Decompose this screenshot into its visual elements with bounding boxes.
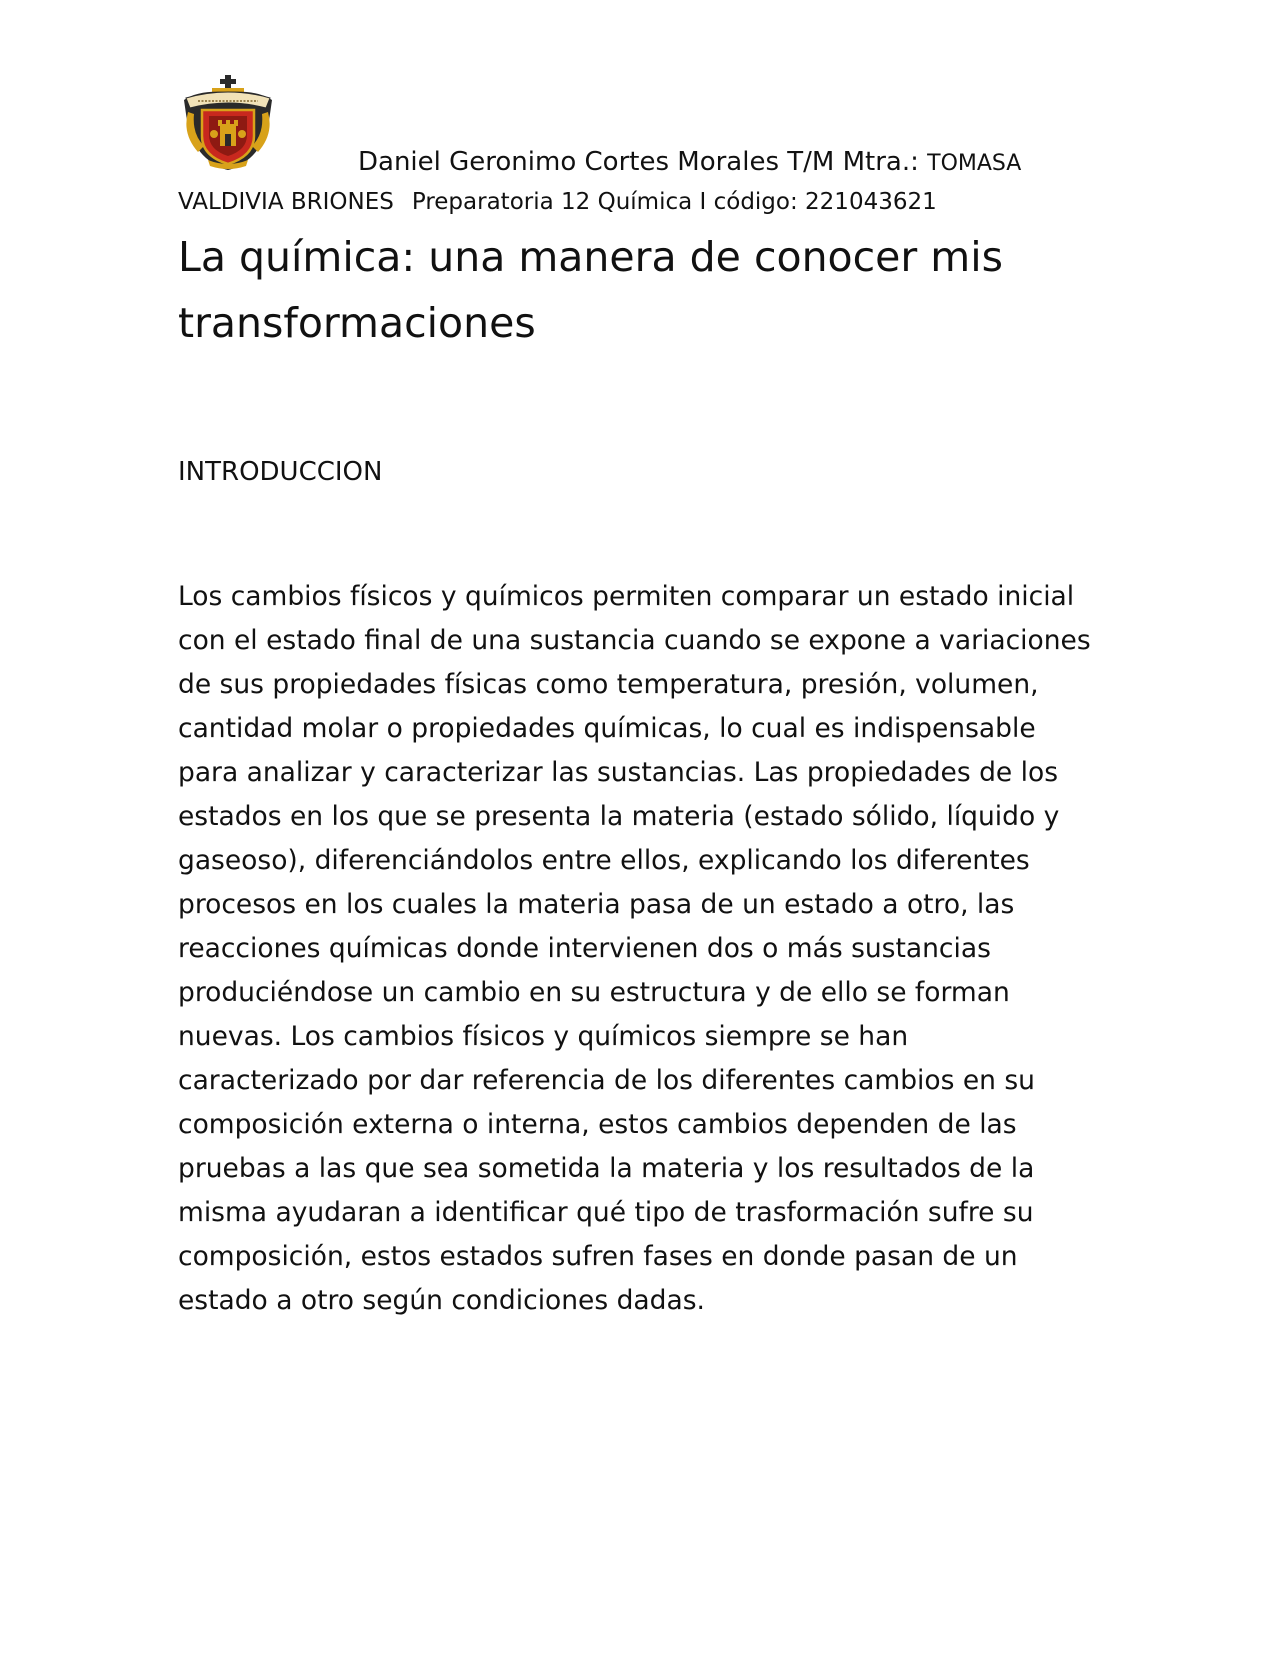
document-title xyxy=(178,224,1078,356)
paragraph-line: estados en los que se presenta la materia (estado sólido, líquido y xyxy=(178,801,1060,832)
title-line-1: La química: una manera de conocer mis xyxy=(178,233,1003,281)
university-crest-icon xyxy=(178,74,278,172)
section-heading: INTRODUCCION xyxy=(178,457,383,487)
teacher-first-name: TOMASA xyxy=(927,151,1022,176)
paragraph-line: procesos en los cuales la materia pasa de un estado a otro, las xyxy=(178,889,1015,920)
header-author-line xyxy=(358,146,1021,180)
paragraph-line: estado a otro según condiciones dadas. xyxy=(178,1285,705,1316)
teacher-last-names: VALDIVIA BRIONES xyxy=(178,189,394,215)
paragraph-line: de sus propiedades físicas como temperatura, presión, volumen, xyxy=(178,669,1039,700)
paragraph-line: cantidad molar o propiedades químicas, lo cual es indispensable xyxy=(178,713,1036,744)
paragraph-line: gaseoso), diferenciándolos entre ellos, explicando los diferentes xyxy=(178,845,1030,876)
paragraph-line: produciéndose un cambio en su estructura y de ello se forman xyxy=(178,977,1010,1008)
title-line-2: transformaciones xyxy=(178,299,536,347)
paragraph-line: nuevas. Los cambios físicos y químicos siempre se han xyxy=(178,1021,909,1052)
paragraph-line: para analizar y caracterizar las sustancias. Las propiedades de los xyxy=(178,757,1059,788)
paragraph-line: composición externa o interna, estos cambios dependen de las xyxy=(178,1109,1017,1140)
header-school-line xyxy=(178,187,937,217)
paragraph-line: misma ayudaran a identificar qué tipo de trasformación sufre su xyxy=(178,1197,1034,1228)
school-info: Preparatoria 12 Química I código: 221043621 xyxy=(411,189,937,215)
introduction-paragraph xyxy=(178,575,1098,1323)
author-text: Daniel Geronimo Cortes Morales T/M Mtra.: xyxy=(358,147,928,177)
paragraph-line: pruebas a las que sea sometida la materia y los resultados de la xyxy=(178,1153,1035,1184)
paragraph-line: caracterizado por dar referencia de los diferentes cambios en su xyxy=(178,1065,1035,1096)
paragraph-line: composición, estos estados sufren fases en donde pasan de un xyxy=(178,1241,1018,1272)
paragraph-line: Los cambios físicos y químicos permiten comparar un estado inicial xyxy=(178,581,1075,612)
paragraph-line: con el estado final de una sustancia cuando se expone a variaciones xyxy=(178,625,1091,656)
paragraph-line: reacciones químicas donde intervienen dos o más sustancias xyxy=(178,933,991,964)
